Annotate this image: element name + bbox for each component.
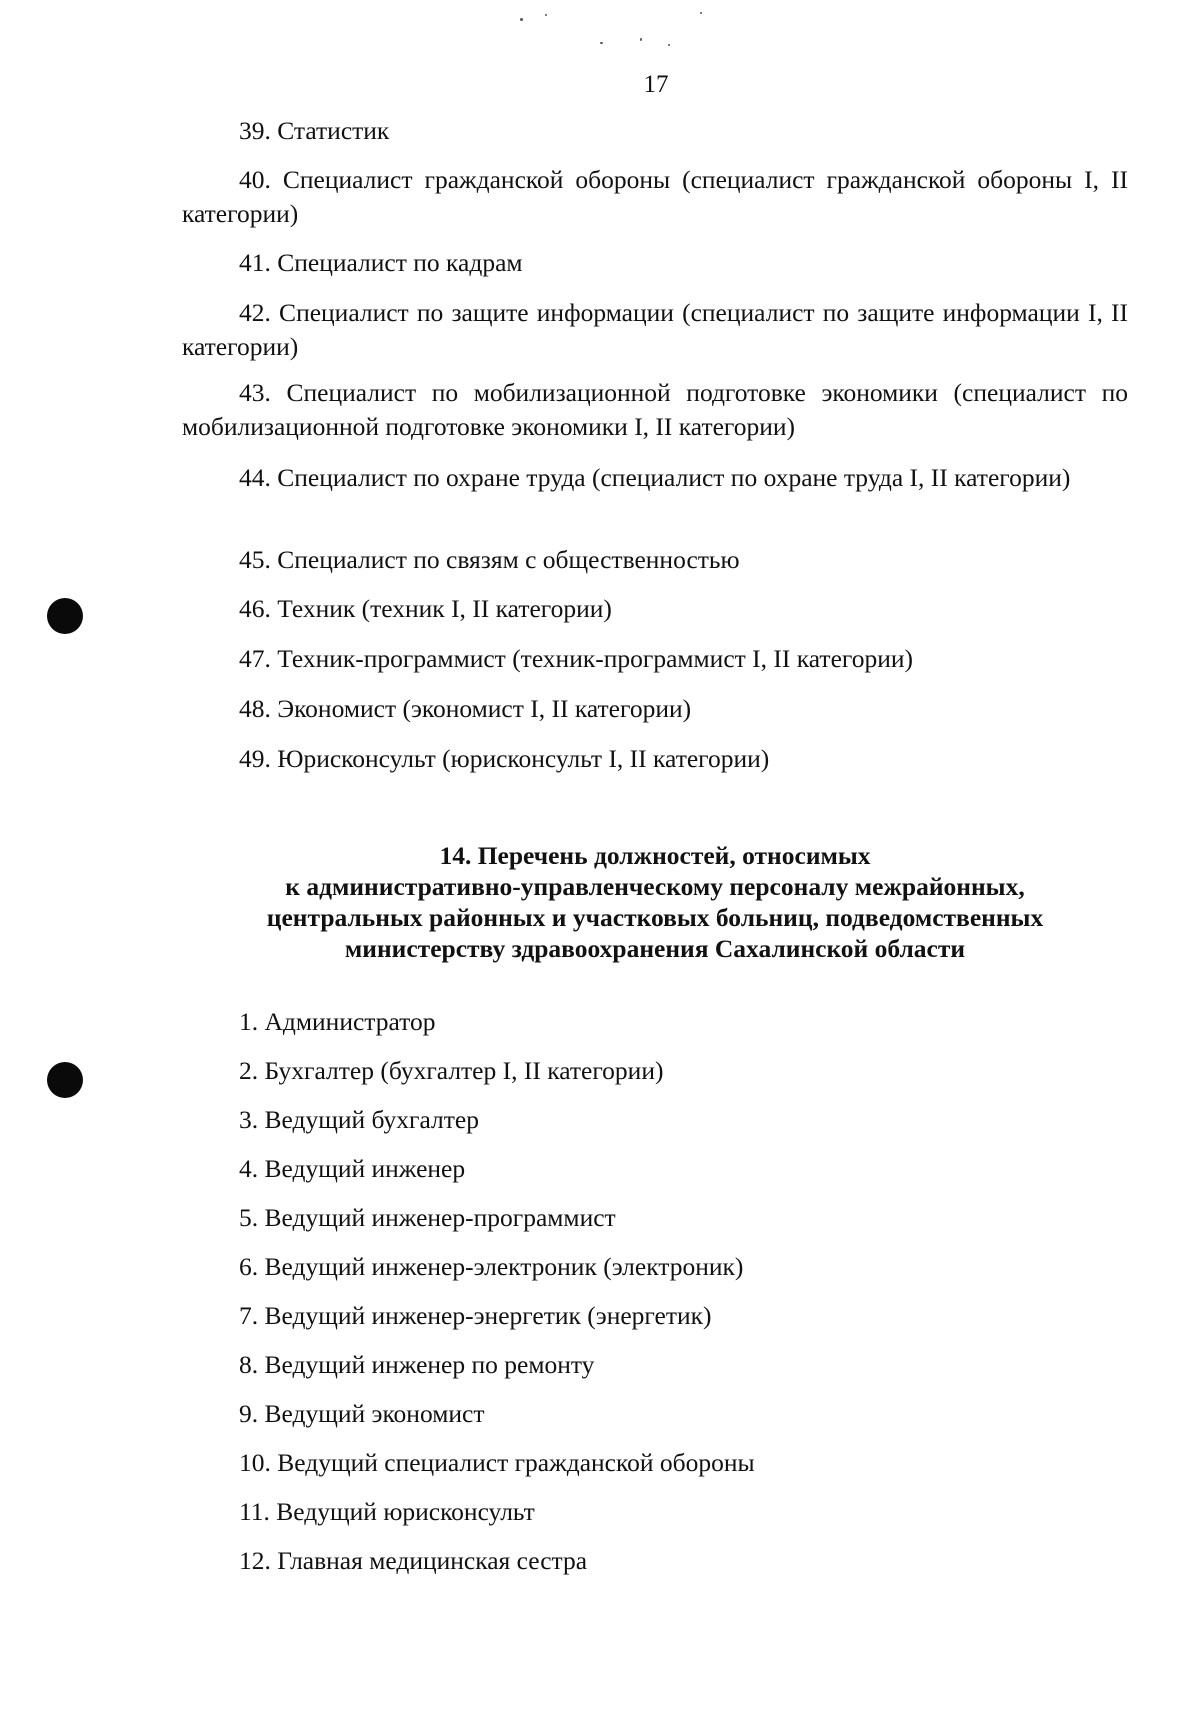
list-item-40: 40. Специалист гражданской обороны (специалист гражданской обороны I, II категории) [182,165,1128,228]
scan-speck [668,44,670,46]
list-item-8: 8. Ведущий инженер по ремонту [239,1350,595,1379]
list-item-48: 48. Экономист (экономист I, II категории) [239,694,692,723]
list-item-6: 6. Ведущий инженер-электроник (электроник) [239,1252,744,1281]
list-item-9: 9. Ведущий экономист [239,1399,485,1428]
list-item-12: 12. Главная медицинская сестра [239,1546,588,1575]
section-heading-line: центральных районных и участковых больниц, подведомственных [266,903,1044,932]
scan-speck [700,12,702,14]
list-item-3: 3. Ведущий бухгалтер [239,1105,479,1134]
section-heading-line: министерству здравоохранения Сахалинской области [344,934,966,963]
list-item-39: 39. Статистик [239,116,390,145]
section-heading [182,840,1128,964]
list-item-46: 46. Техник (техник I, II категории) [239,594,612,623]
list-item-11: 11. Ведущий юрисконсульт [239,1497,535,1526]
list-item-42: 42. Специалист по защите информации (специалист по защите информации I, II категории) [182,298,1128,361]
list-item-5: 5. Ведущий инженер-программист [239,1203,616,1232]
section-heading-line: к административно-управленческому персоналу межрайонных, [285,872,1025,901]
list-item-49: 49. Юрисконсульт (юрисконсульт I, II категории) [239,744,770,773]
section-heading-line: 14. Перечень должностей, относимых [439,841,871,870]
list-item-2: 2. Бухгалтер (бухгалтер I, II категории) [239,1056,664,1085]
list-item-4: 4. Ведущий инженер [239,1154,466,1183]
punch-hole-upper [47,598,83,634]
list-item-44: 44. Специалист по охране труда (специалист по охране труда I, II категории) [239,463,1071,492]
scan-speck [640,38,642,41]
scan-speck [600,42,603,44]
list-item-45: 45. Специалист по связям с общественностью [239,545,740,574]
list-item-41: 41. Специалист по кадрам [239,248,523,277]
list-item-1: 1. Администратор [239,1007,436,1036]
scan-speck [545,14,547,16]
scan-speck [520,18,523,21]
page-number: 17 [643,71,669,98]
list-item-43: 43. Специалист по мобилизационной подготовке экономики (специалист по мобилизационной подготовке экономики I, II категории) [182,378,1128,441]
punch-hole-lower [47,1062,83,1098]
list-item-47: 47. Техник-программист (техник-программист I, II категории) [239,644,913,673]
list-item-7: 7. Ведущий инженер-энергетик (энергетик) [239,1301,712,1330]
list-item-10: 10. Ведущий специалист гражданской обороны [239,1448,755,1477]
